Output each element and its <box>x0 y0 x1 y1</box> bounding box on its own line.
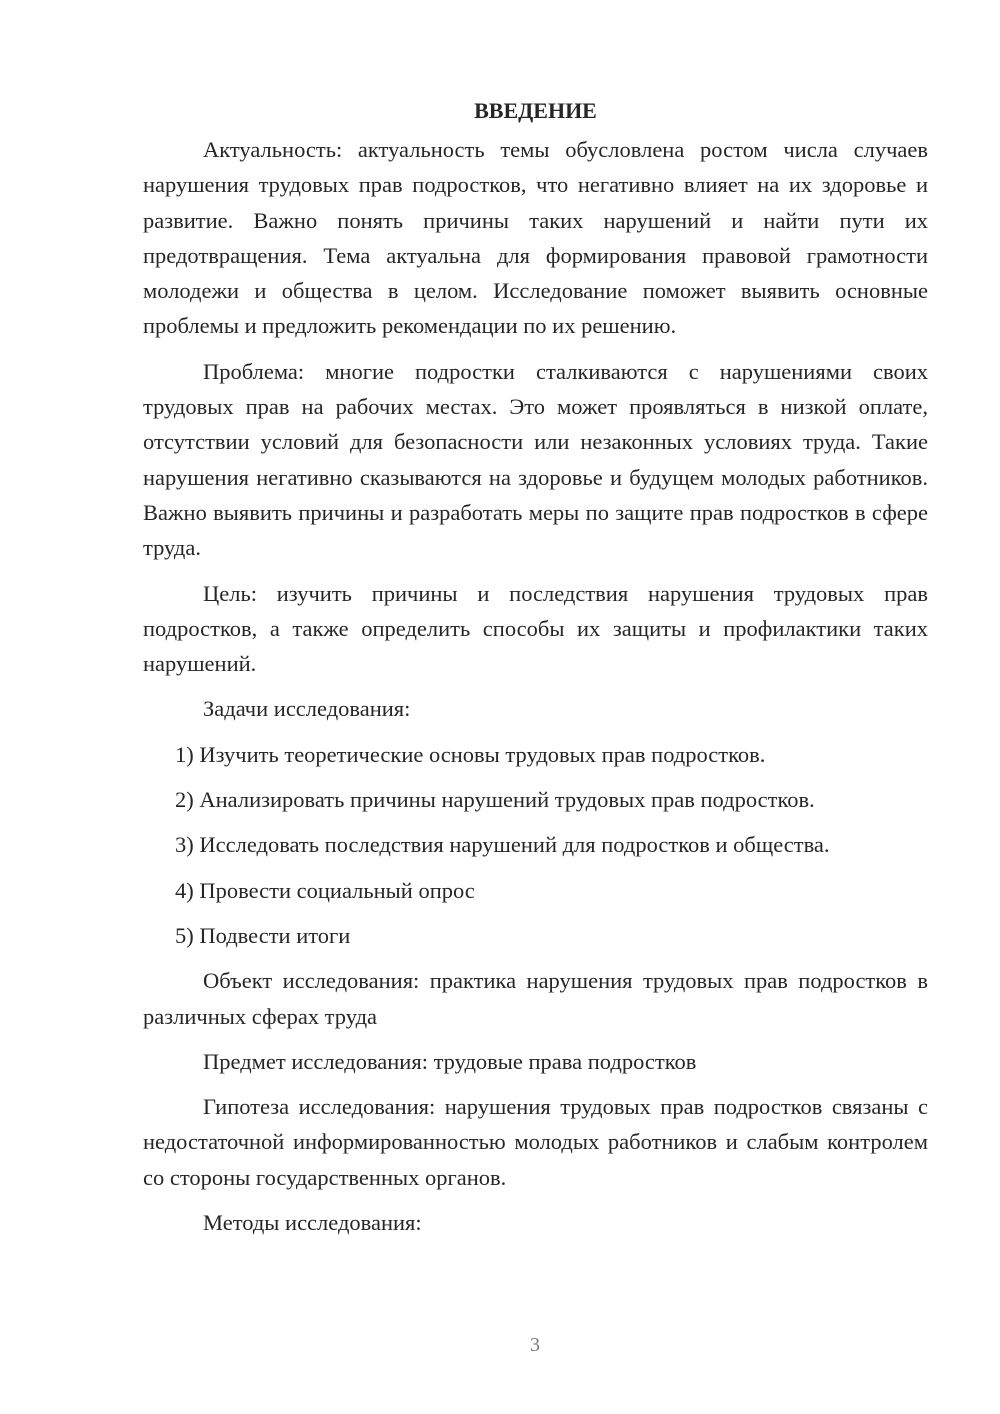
goal-paragraph: Цель: изучить причины и последствия нарушения трудовых прав подростков, а также определить способы их защиты и профилактики таких нарушений. <box>143 580 928 677</box>
tasks-heading: Задачи исследования: <box>203 696 411 722</box>
task-item: 3) Исследовать последствия нарушений для подростков и общества. <box>175 832 830 858</box>
hypothesis-paragraph: Гипотеза исследования: нарушения трудовых прав подростков связаны с недостаточной информированностью молодых работников и слабым контролем со стороны государственных органов. <box>143 1094 928 1190</box>
page-number: 3 <box>530 1334 540 1356</box>
document-page <box>143 96 928 1250</box>
task-item: 4) Провести социальный опрос <box>175 877 475 903</box>
task-item: 5) Подвести итоги <box>175 922 351 948</box>
subject-paragraph: Предмет исследования: трудовые права подростков <box>203 1048 697 1074</box>
task-item: 2) Анализировать причины нарушений трудовых прав подростков. <box>175 787 815 813</box>
problem-paragraph: Проблема: многие подростки сталкиваются с нарушениями своих трудовых прав на рабочих местах. Это может проявляться в низкой оплате, отсутствии условий для безопасности или незаконных условиях труда. Такие нарушения негативно сказываются на здоровье и будущем молодых работников. Важно выявить причины и разработать меры по защите прав подростков в сфере труда. <box>143 358 928 561</box>
object-paragraph: Объект исследования: практика нарушения трудовых прав подростков в различных сферах труда <box>143 968 928 1029</box>
methods-heading: Методы исследования: <box>203 1210 422 1236</box>
section-title: ВВЕДЕНИЕ <box>474 98 597 123</box>
task-item: 1) Изучить теоретические основы трудовых прав подростков. <box>175 741 766 767</box>
tasks-list <box>143 737 928 953</box>
relevance-paragraph: Актуальность: актуальность темы обусловлена ростом числа случаев нарушения трудовых прав подростков, что негативно влияет на их здоровье и развитие. Важно понять причины таких нарушений и найти пути их предотвращения. Тема актуальна для формирования правовой грамотности молодежи и общества в целом. Исследование поможет выявить основные проблемы и предложить рекомендации по их решению. <box>143 137 928 339</box>
